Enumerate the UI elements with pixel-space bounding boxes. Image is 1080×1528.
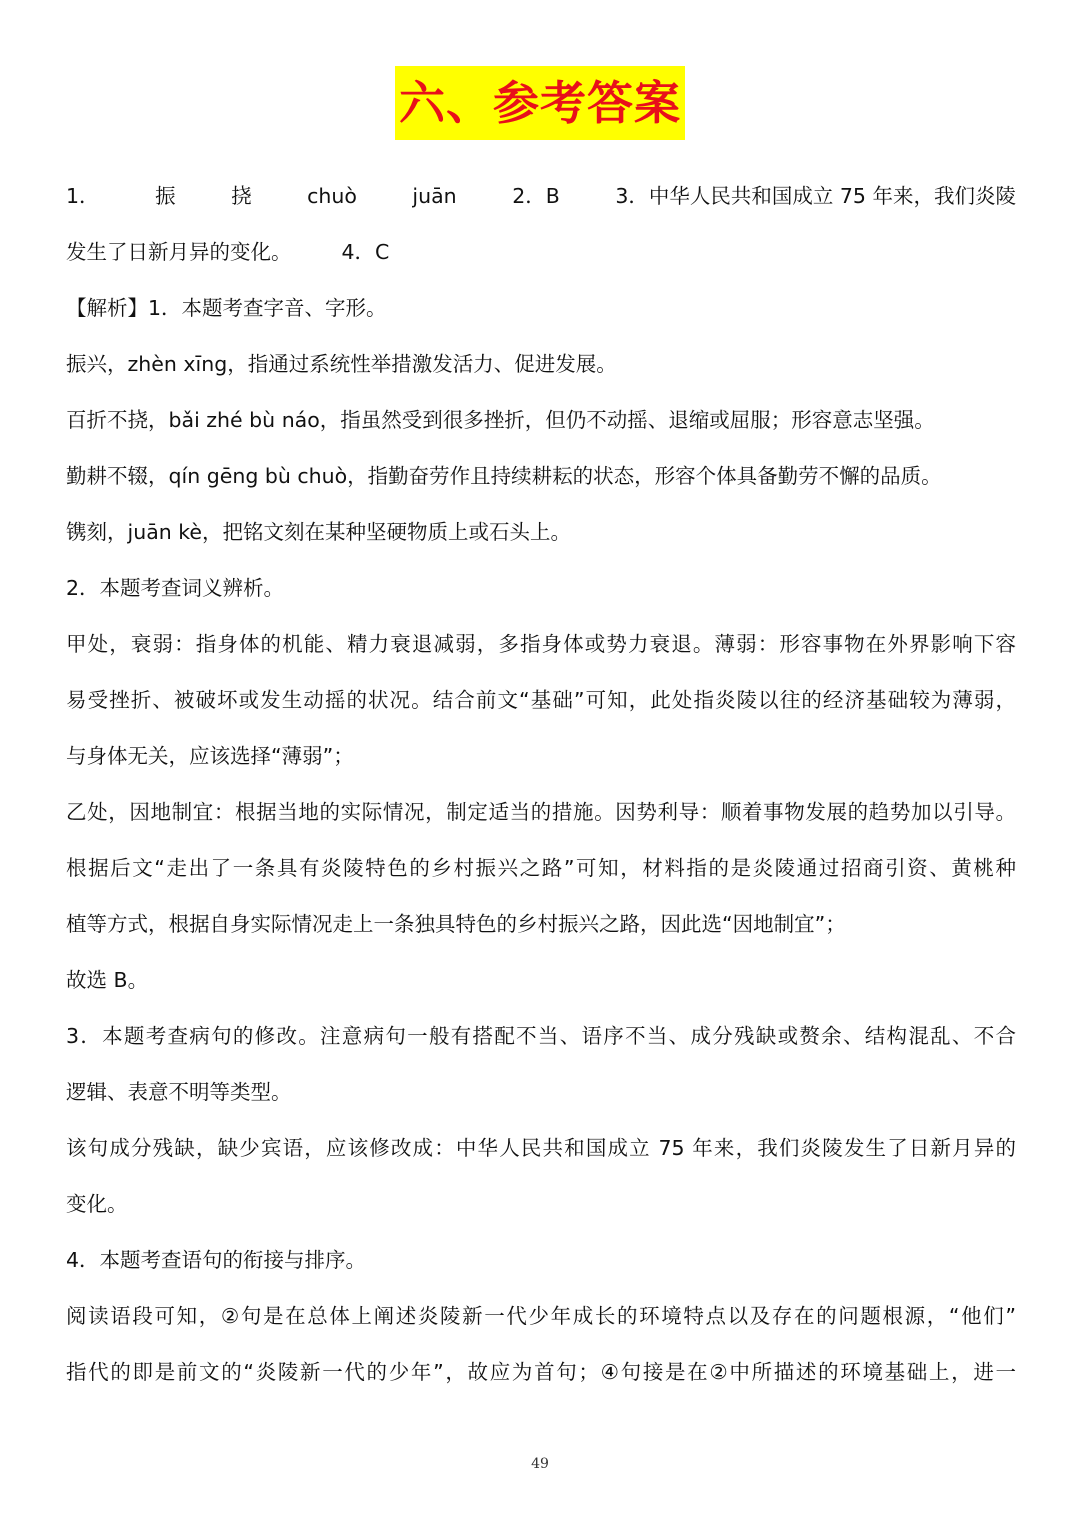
text-line-content: 变化。 — [66, 1192, 128, 1216]
text-line — [66, 1344, 1016, 1400]
text-line-content: 植等方式，根据自身实际情况走上一条独具特色的乡村振兴之路，因此选“因地制宜”； — [66, 912, 846, 936]
text-line-content: 甲处，衰弱：指身体的机能、精力衰退减弱，多指身体或势力衰退。薄弱：形容事物在外界影响下容 — [66, 632, 1016, 656]
page-number: 49 — [531, 1456, 549, 1472]
text-line-content: 4．本题考查语句的衔接与排序。 — [66, 1248, 367, 1272]
text-line — [66, 1176, 1016, 1232]
answers-row — [66, 168, 1016, 224]
answer-item: 挠 — [231, 184, 252, 208]
text-line — [66, 728, 1016, 784]
text-line — [66, 784, 1016, 840]
text-line-content: 逻辑、表意不明等类型。 — [66, 1080, 292, 1104]
text-line — [66, 672, 1016, 728]
text-line-content: 百折不挠，bǎi zhé bù náo，指虽然受到很多挫折，但仍不动摇、退缩或屈服；形容意志坚强。 — [66, 408, 935, 432]
answer-item: 4．C — [341, 240, 390, 264]
text-line — [66, 1288, 1016, 1344]
text-line — [66, 1064, 1016, 1120]
text-line — [66, 840, 1016, 896]
answer-item: 振 — [155, 184, 176, 208]
text-line — [66, 280, 1016, 336]
answer-content — [66, 168, 1016, 1400]
text-lines — [66, 224, 1016, 1400]
text-line-content: 易受挫折、被破坏或发生动摇的状况。结合前文“基础”可知，此处指炎陵以往的经济基础较为薄弱， — [66, 688, 1016, 712]
text-line-content: 根据后文“走出了一条具有炎陵特色的乡村振兴之路”可知，材料指的是炎陵通过招商引资、黄桃种 — [66, 856, 1016, 880]
page-title: 六、参考答案 — [395, 66, 685, 140]
text-line — [66, 504, 1016, 560]
answer-item: juān — [412, 184, 457, 208]
title-wrap — [0, 66, 1080, 140]
text-line — [66, 224, 1016, 280]
text-line-content: 【解析】1．本题考查字音、字形。 — [66, 296, 387, 320]
text-line-content: 镌刻，juān kè，把铭文刻在某种坚硬物质上或石头上。 — [66, 520, 572, 544]
text-line — [66, 560, 1016, 616]
text-line — [66, 616, 1016, 672]
text-line-content: 发生了日新月异的变化。 — [66, 240, 292, 264]
text-line — [66, 1120, 1016, 1176]
text-line-content: 该句成分残缺，缺少宾语，应该修改成：中华人民共和国成立 75 年来，我们炎陵发生了日新月异的 — [66, 1136, 1016, 1160]
answer-item: 2．B — [512, 184, 560, 208]
text-line — [66, 952, 1016, 1008]
answer-item: chuò — [307, 184, 357, 208]
answer-item: 1． — [66, 184, 100, 208]
text-line-content: 阅读语段可知，②句是在总体上阐述炎陵新一代少年成长的环境特点以及存在的问题根源，“他们” — [66, 1304, 1016, 1328]
answer-item: 3．中华人民共和国成立 75 年来，我们炎陵 — [615, 184, 1016, 208]
text-line-content: 振兴，zhèn xīng，指通过系统性举措激发活力、促进发展。 — [66, 352, 617, 376]
text-line — [66, 336, 1016, 392]
text-line-content: 指代的即是前文的“炎陵新一代的少年”，故应为首句；④句接是在②中所描述的环境基础上，进一 — [66, 1360, 1016, 1384]
text-line — [66, 1232, 1016, 1288]
text-line-content: 与身体无关，应该选择“薄弱”； — [66, 744, 354, 768]
text-line-content: 3．本题考查病句的修改。注意病句一般有搭配不当、语序不当、成分残缺或赘余、结构混乱、不合 — [66, 1024, 1016, 1048]
text-line-content: 2．本题考查词义辨析。 — [66, 576, 285, 600]
text-line — [66, 448, 1016, 504]
text-line-content: 故选 B。 — [66, 968, 149, 992]
text-line — [66, 392, 1016, 448]
text-line-content: 乙处，因地制宜：根据当地的实际情况，制定适当的措施。因势利导：顺着事物发展的趋势加以引导。 — [66, 800, 1016, 824]
text-line — [66, 1008, 1016, 1064]
text-line-content: 勤耕不辍，qín gēng bù chuò，指勤奋劳作且持续耕耘的状态，形容个体具备勤劳不懈的品质。 — [66, 464, 942, 488]
text-line — [66, 896, 1016, 952]
